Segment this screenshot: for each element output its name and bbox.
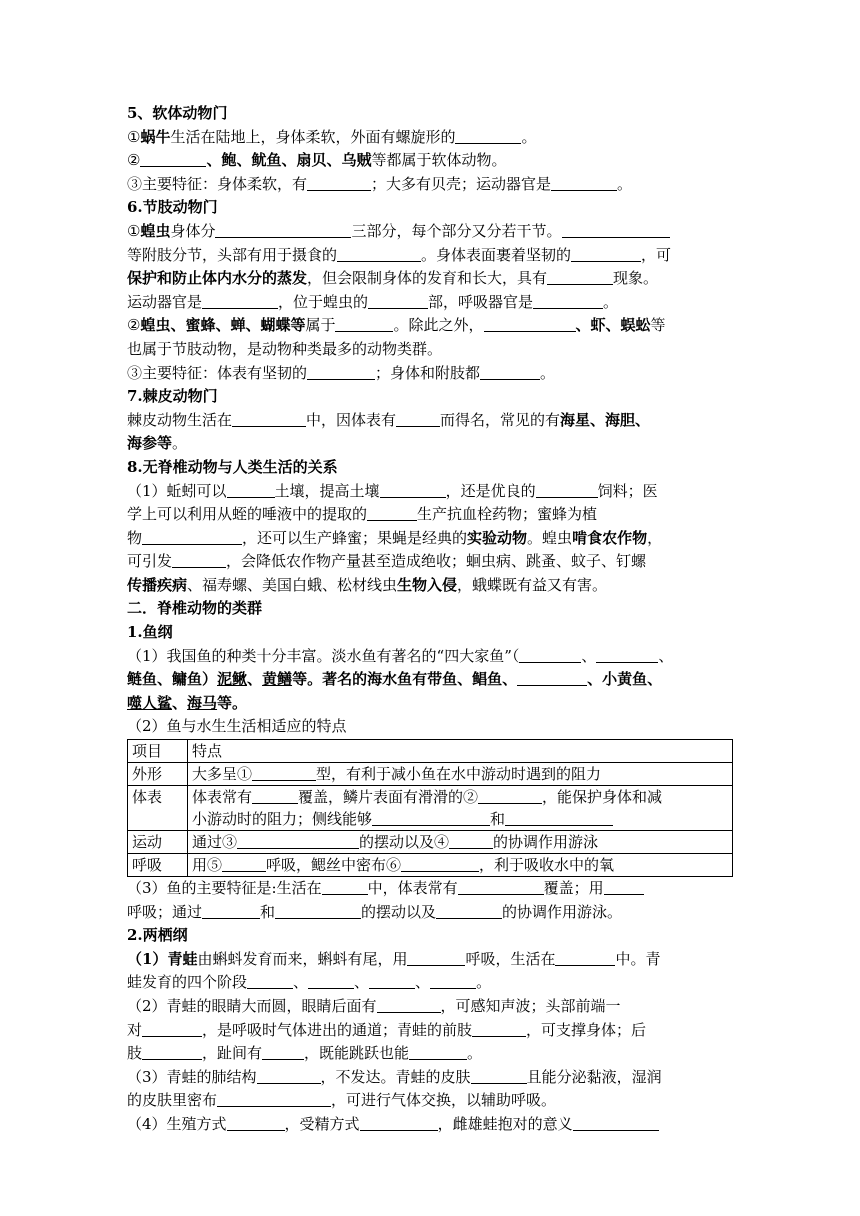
blank[interactable]	[551, 176, 617, 191]
amph-line-2: 蛙发育的四个阶段 、 、 、 。	[127, 973, 492, 992]
blank[interactable]	[407, 951, 465, 966]
table-cell: 通过③ 的摆动以及④ 的协调作用游泳	[188, 831, 733, 854]
blank[interactable]	[458, 880, 544, 895]
blank[interactable]	[368, 294, 428, 309]
table-row	[128, 740, 733, 763]
blank[interactable]	[247, 974, 293, 989]
blank[interactable]	[372, 811, 490, 826]
blank[interactable]	[252, 789, 298, 804]
blank[interactable]	[536, 483, 598, 498]
blank[interactable]	[142, 1045, 202, 1060]
blank[interactable]	[335, 317, 393, 332]
fish-line-2: 鲢鱼、鳙鱼）泥鳅、黄鳝等。著名的海水鱼有带鱼、鲳鱼、 、小黄鱼、	[127, 670, 663, 689]
blank[interactable]	[369, 974, 415, 989]
blank[interactable]	[227, 483, 275, 498]
blank[interactable]	[430, 974, 476, 989]
blank[interactable]	[455, 129, 521, 144]
section-2-title: 二．脊椎动物的类群	[127, 599, 263, 618]
blank[interactable]	[401, 857, 479, 872]
blank[interactable]	[227, 1116, 285, 1131]
s8-line-5: 传播疾病、福寿螺、美国白蛾、松材线虫生物入侵，蛾蝶既有益又有害。	[127, 575, 608, 594]
blank[interactable]	[252, 766, 316, 781]
blank[interactable]	[380, 483, 446, 498]
amph-line-4: 对 ，是呼吸时气体进出的通道；青蛙的前肢 ，可支撑身体；后	[127, 1020, 647, 1039]
table-header-cell: 特点	[188, 740, 733, 763]
blank[interactable]	[222, 857, 266, 872]
table-row	[128, 854, 733, 877]
blank[interactable]	[409, 1045, 467, 1060]
blank[interactable]	[377, 998, 441, 1013]
blank[interactable]	[484, 317, 576, 332]
table-cell: 外形	[128, 763, 188, 786]
blank[interactable]	[215, 223, 351, 238]
fish3-line-1: （3）鱼的主要特征是:生活在 中，体表常有 覆盖；用	[127, 877, 733, 901]
table-cell: 大多呈① 型，有利于减小鱼在水中游动时遇到的阻力	[188, 763, 733, 786]
s6-line-6: 也属于节肢动物，是动物种类最多的动物类群。	[127, 339, 443, 358]
table-row	[128, 763, 733, 786]
blank[interactable]	[262, 1045, 304, 1060]
fish-line-3: 噬人鲨、海马等。	[127, 693, 248, 712]
s8-line-2: 学上可以利用从蛭的唾液中的提取的 生产抗血栓药物；蜜蜂为植	[127, 505, 598, 524]
amph-line-7: 的皮肤里密布 ，可进行气体交换，以辅助呼吸。	[127, 1091, 557, 1110]
blank[interactable]	[232, 412, 306, 427]
blank[interactable]	[478, 789, 542, 804]
section-6-title: 6.节肢动物门	[127, 198, 218, 217]
fish-adaptation-table	[127, 739, 733, 877]
amph-line-5: 肢 ，趾间有 ，既能跳跃也能 。	[127, 1044, 483, 1063]
blank[interactable]	[360, 1116, 438, 1131]
amph-line-8: （4）生殖方式 ，受精方式 ，雌雄蛙抱对的意义	[127, 1113, 733, 1137]
blank[interactable]	[307, 365, 375, 380]
amphibian-title: 2.两栖纲	[127, 926, 188, 945]
s8-line-3: 物 ，还可以生产蜂蜜；果蝇是经典的实验动物。蝗虫啃食农作物，	[127, 528, 663, 547]
blank[interactable]	[604, 880, 644, 895]
blank[interactable]	[257, 1069, 321, 1084]
blank[interactable]	[555, 951, 615, 966]
table-header-cell: 项目	[128, 740, 188, 763]
table-cell: 运动	[128, 831, 188, 854]
s7-line-2: 海参等。	[127, 434, 188, 453]
blank[interactable]	[533, 294, 603, 309]
blank[interactable]	[396, 412, 440, 427]
fish-title: 1.鱼纲	[127, 623, 173, 642]
amph-line-1: （1）青蛙由蝌蚪发育而来，蝌蚪有尾，用 呼吸，生活在 中。青	[127, 949, 661, 968]
blank[interactable]	[472, 1022, 526, 1037]
blank[interactable]	[367, 506, 417, 521]
table-row	[128, 786, 733, 831]
blank[interactable]	[142, 530, 242, 545]
blank[interactable]	[517, 671, 587, 686]
s6-line-7: ③主要特征：体表有坚韧的 ；身体和附肢都 。	[127, 363, 556, 382]
amph-line-6: （3）青蛙的肺结构 ，不发达。青蛙的皮肤 且能分泌黏液，湿润	[127, 1067, 662, 1086]
s6-line-5: ②蝗虫、蜜蜂、蝉、蝴蝶等属于 。除此之外， 、虾、蜈蚣等	[127, 316, 666, 335]
s7-line-1: 棘皮动物生活在 中，因体表有 而得名，常见的有海星、海胆、	[127, 410, 651, 429]
section-5-title: 5、软体动物门	[127, 104, 228, 122]
blank[interactable]	[480, 365, 540, 380]
table-cell: 体表	[128, 786, 188, 831]
document-body	[127, 102, 733, 1137]
s8-line-4: 可引发 ，会降低农作物产量甚至造成绝收；蛔虫病、跳蚤、蚊子、钉螺	[127, 552, 647, 571]
s8-line-1: （1）蚯蚓可以 土壤，提高土壤 ，还是优良的 饲料；医	[127, 481, 658, 500]
blank[interactable]	[571, 247, 641, 262]
table-row	[128, 831, 733, 854]
table-cell: 用⑤ 呼吸，鳃丝中密布⑥ ，利于吸收水中的氧	[188, 854, 733, 877]
blank[interactable]	[505, 811, 613, 826]
blank[interactable]	[307, 176, 371, 191]
blank[interactable]	[547, 270, 613, 285]
amph-line-3: （2）青蛙的眼睛大而圆，眼睛后面有 ，可感知声波；头部前端一	[127, 997, 621, 1015]
blank[interactable]	[140, 152, 206, 167]
blank[interactable]	[172, 553, 226, 568]
table-cell: 体表常有 覆盖，鳞片表面有滑滑的② ，能保护身体和减 小游动时的阻力；侧线能够 和	[188, 786, 733, 831]
s6-line-4: 运动器官是 ，位于蝗虫的 部，呼吸器官是 。	[127, 292, 619, 311]
blank[interactable]	[471, 1069, 527, 1084]
section-8-title: 8.无脊椎动物与人类生活的关系	[127, 457, 338, 476]
s6-line-1: ①蝗虫身体分 三部分，每个部分又分若干节。	[127, 220, 733, 244]
blank[interactable]	[202, 904, 260, 919]
blank[interactable]	[142, 1022, 202, 1037]
blank[interactable]	[573, 1116, 659, 1131]
s6-line-2: 等附肢分节，头部有用于摄食的 。身体表面裹着坚韧的 ，可	[127, 245, 672, 264]
blank[interactable]	[337, 247, 421, 262]
table-cell: 呼吸	[128, 854, 188, 877]
blank[interactable]	[449, 834, 493, 849]
fish-line-4: （2）鱼与水生生活相适应的特点	[127, 717, 347, 736]
s5-line-3: ③主要特征：身体柔软，有 ；大多有贝壳；运动器官是 。	[127, 174, 633, 193]
blank[interactable]	[436, 904, 502, 919]
blank[interactable]	[308, 974, 354, 989]
blank[interactable]	[562, 223, 670, 238]
blank[interactable]	[237, 834, 359, 849]
fish-line-1: （1）我国鱼的种类十分丰富。淡水鱼有著名的“四大家鱼”（ 、 、	[127, 646, 674, 665]
blank[interactable]	[217, 1092, 331, 1107]
s5-line-1: ①蜗牛生活在陆地上，身体柔软，外面有螺旋形的 。	[127, 127, 537, 146]
blank[interactable]	[275, 904, 361, 919]
fish3-line-2: 呼吸；通过 和 的摆动以及 的协调作用游泳。	[127, 902, 623, 921]
blank[interactable]	[596, 648, 658, 663]
blank[interactable]	[322, 880, 368, 895]
blank[interactable]	[519, 648, 581, 663]
s6-line-3: 保护和防止体内水分的蒸发，但会限制身体的发育和长大，具有 现象。	[127, 269, 659, 288]
section-7-title: 7.棘皮动物门	[127, 387, 218, 406]
s5-line-2: ② 、鲍、鱿鱼、扇贝、乌贼等都属于软体动物。	[127, 151, 507, 170]
blank[interactable]	[202, 294, 278, 309]
